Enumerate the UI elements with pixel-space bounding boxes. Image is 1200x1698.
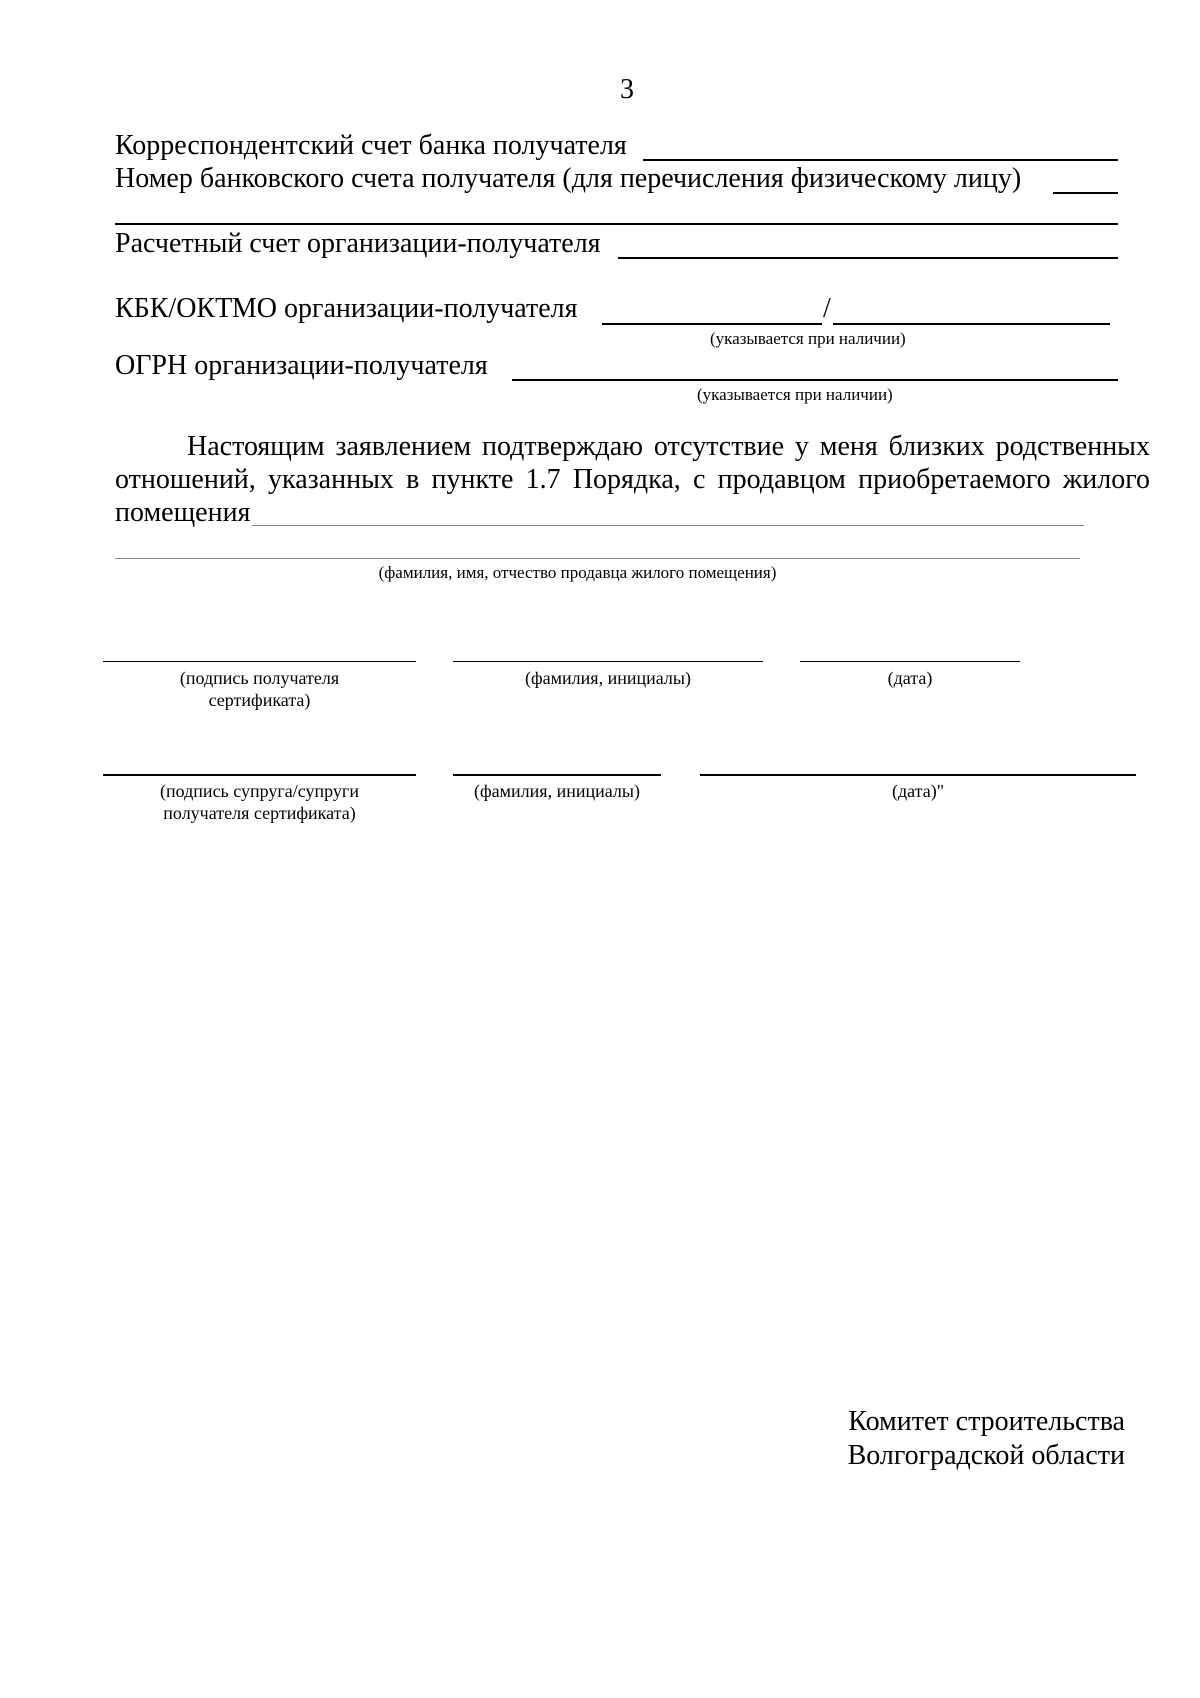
page-number: 3 xyxy=(620,74,634,105)
kbk-oktmo-label: КБК/ОКТМО организации-получателя xyxy=(115,293,578,324)
recipient-date-field[interactable] xyxy=(800,661,1020,662)
spouse-signature-caption-1: (подпись супруга/супруги xyxy=(160,781,359,801)
settlement-account-label: Расчетный счет организации-получателя xyxy=(115,228,601,259)
corr-account-field[interactable] xyxy=(643,159,1118,161)
declaration-line-1: Настоящим заявлением подтверждаю отсутствие у меня близких родственных xyxy=(187,431,1150,462)
ogrn-label: ОГРН организации-получателя xyxy=(115,350,488,381)
ogrn-note: (указывается при наличии) xyxy=(697,385,893,404)
seller-name-field[interactable] xyxy=(252,525,1084,526)
declaration-line-3: помещения xyxy=(115,497,251,528)
recipient-date-caption: (дата) xyxy=(887,668,933,688)
spouse-signature-field[interactable] xyxy=(103,774,416,776)
recipient-signature-field[interactable] xyxy=(103,661,416,662)
bank-account-field-continuation[interactable] xyxy=(115,223,1118,225)
kbk-field[interactable] xyxy=(602,323,822,325)
seller-name-field-continuation[interactable] xyxy=(115,558,1080,559)
bank-account-field[interactable] xyxy=(1053,192,1118,194)
recipient-signature-caption-1: (подпись получателя xyxy=(179,668,340,688)
spouse-date-caption: (дата)" xyxy=(891,781,945,801)
spouse-name-field[interactable] xyxy=(453,774,661,776)
spouse-name-caption: (фамилия, инициалы) xyxy=(474,781,640,801)
seller-caption: (фамилия, имя, отчество продавца жилого помещения) xyxy=(378,563,777,582)
settlement-account-field[interactable] xyxy=(618,257,1118,259)
recipient-name-caption: (фамилия, инициалы) xyxy=(525,668,691,688)
oktmo-field[interactable] xyxy=(833,323,1110,325)
ogrn-field[interactable] xyxy=(512,379,1118,381)
organization-name-line-1: Комитет строительства xyxy=(848,1406,1125,1437)
spouse-signature-caption-2: получателя сертификата) xyxy=(163,803,356,823)
spouse-date-field[interactable] xyxy=(700,774,1136,776)
bank-account-label: Номер банковского счета получателя (для перечисления физическому лицу) xyxy=(115,163,1022,194)
organization-name-line-2: Волгоградской области xyxy=(847,1440,1125,1471)
corr-account-label: Корреспондентский счет банка получателя xyxy=(115,130,627,161)
declaration-line-2: отношений, указанных в пункте 1.7 Порядка, с продавцом приобретаемого жилого xyxy=(115,464,1150,495)
kbk-oktmo-separator: / xyxy=(823,293,831,324)
recipient-signature-caption-2: сертификата) xyxy=(208,690,311,710)
kbk-oktmo-note: (указывается при наличии) xyxy=(710,329,906,348)
recipient-name-field[interactable] xyxy=(453,661,763,662)
